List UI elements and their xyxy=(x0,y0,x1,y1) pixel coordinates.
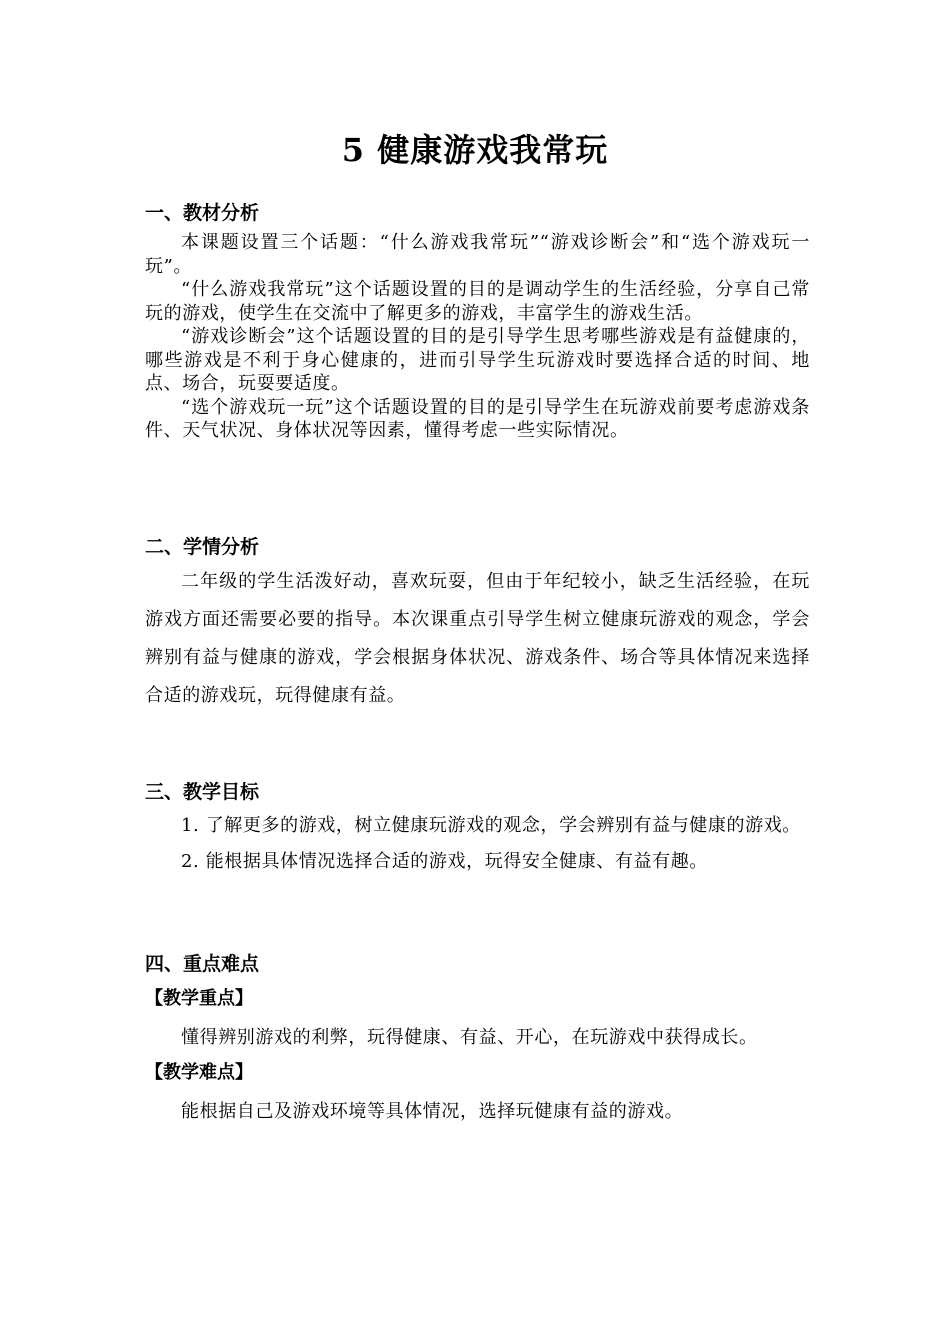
paragraph: 二年级的学生活泼好动，喜欢玩耍，但由于年纪较小，缺乏生活经验，在玩游戏方面还需要必要的指导。本次课重点引导学生树立健康玩游戏的观念，学会辨别有益与健康的游戏，学会根据身体状况、游戏条件、场合等具体情况来选择合适的游戏玩，玩得健康有益。 xyxy=(145,571,810,706)
key-point-text: 懂得辨别游戏的利弊，玩得健康、有益、开心，在玩游戏中获得成长。 xyxy=(181,1027,758,1048)
difficult-point-text: 能根据自己及游戏环境等具体情况，选择玩健康有益的游戏。 xyxy=(181,1101,684,1122)
section-textbook-analysis xyxy=(145,199,810,443)
goal-item: 1. 了解更多的游戏，树立健康玩游戏的观念，学会辨别有益与健康的游戏。 xyxy=(181,815,801,836)
section-heading: 四、重点难点 xyxy=(145,953,260,975)
section-heading: 三、教学目标 xyxy=(145,781,260,803)
section-key-difficult-points xyxy=(145,950,810,1130)
section-learner-analysis xyxy=(145,533,810,715)
paragraph: “选个游戏玩一玩”这个话题设置的目的是引导学生在玩游戏前要考虑游戏条件、天气状况、身体状况等因素，懂得考虑一些实际情况。 xyxy=(145,396,810,441)
page-title: 5 健康游戏我常玩 xyxy=(341,131,609,169)
section-heading: 二、学情分析 xyxy=(145,536,260,558)
section-heading: 一、教材分析 xyxy=(145,202,260,224)
paragraph: “游戏诊断会”这个话题设置的目的是引导学生思考哪些游戏是有益健康的，哪些游戏是不利于身心健康的，进而引导学生玩游戏时要选择合适的时间、地点、场合，玩耍要适度。 xyxy=(145,326,810,394)
paragraph: “什么游戏我常玩”这个话题设置的目的是调动学生的生活经验，分享自己常玩的游戏，使学生在交流中了解更多的游戏，丰富学生的游戏生活。 xyxy=(145,279,810,324)
paragraph: 本课题设置三个话题：“什么游戏我常玩”“游戏诊断会”和“选个游戏玩一玩”。 xyxy=(145,232,810,277)
goal-item: 2. 能根据具体情况选择合适的游戏，玩得安全健康、有益有趣。 xyxy=(181,851,708,872)
difficult-point-label: 【教学难点】 xyxy=(145,1062,253,1083)
key-point-label: 【教学重点】 xyxy=(145,988,253,1009)
section-teaching-goals xyxy=(145,778,810,880)
